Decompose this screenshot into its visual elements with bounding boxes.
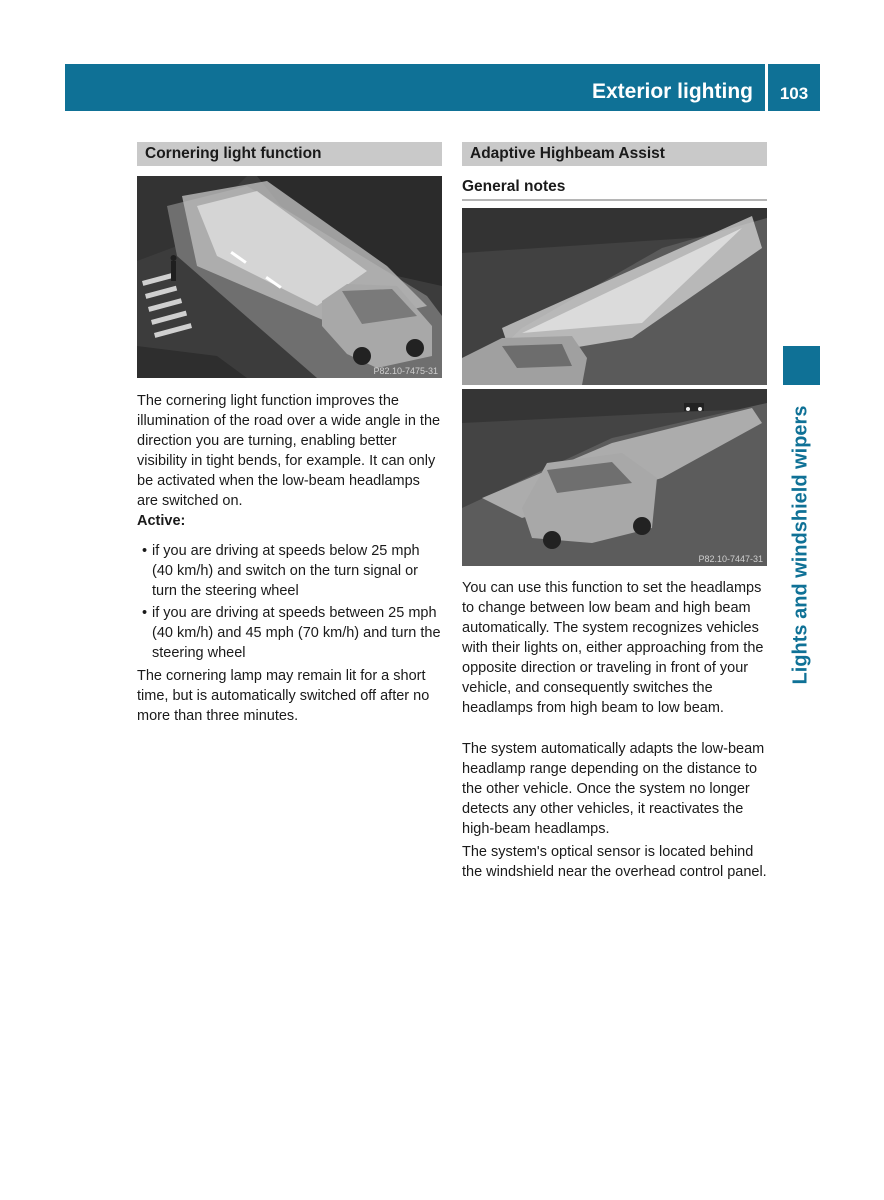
adaptive-highbeam-image [462, 208, 767, 566]
bullet-text: if you are driving at speeds below 25 mph (40 km/h) and switch on the turn signal or turn the steering wheel [152, 543, 420, 599]
highbeam-paragraph-2: The system automatically adapts the low-beam headlamp range depending on the distance to the other vehicle. Once the system no longer detects any other vehicles, it reactivates the high-beam headlamps. [462, 741, 765, 837]
side-tab-marker [783, 346, 820, 385]
page-number-box [768, 64, 820, 111]
highbeam-paragraph-3: The system's optical sensor is located behind the windshield near the overhead control panel. [462, 844, 767, 880]
cornering-light-image [137, 176, 442, 378]
side-tab [783, 395, 820, 695]
divider [462, 199, 767, 201]
header-bar [65, 64, 765, 111]
figure-code: P82.10-7475-31 [373, 366, 438, 376]
cornering-light-heading: Cornering light function [137, 142, 442, 166]
cornering-paragraph-2: The cornering lamp may remain lit for a short time, but is automatically switched off after no more than three minutes. [137, 668, 430, 724]
side-tab-label: Lights and windshield wipers [789, 405, 812, 685]
cornering-light-illustration [137, 176, 442, 378]
adaptive-highbeam-heading: Adaptive Highbeam Assist [462, 142, 767, 166]
list-item: • if you are driving at speeds between 25 mph (40 km/h) and 45 mph (70 km/h) and turn the steering wheel [142, 605, 441, 661]
section-title: Exterior lighting [591, 80, 753, 103]
list-item: • if you are driving at speeds below 25 mph (40 km/h) and switch on the turn signal or turn the steering wheel [142, 543, 420, 599]
adaptive-highbeam-illustration [462, 208, 767, 566]
page-number: 103 [779, 84, 809, 103]
cornering-paragraph-1: The cornering light function improves the illumination of the road over a wide angle in the direction you are turning, enabling better visibility in tight bends, for example. It can only be activated when the low-beam headlamps are switched on. [137, 393, 441, 509]
figure-code: P82.10-7447-31 [698, 554, 763, 564]
highbeam-paragraph-1: You can use this function to set the headlamps to change between low beam and high beam automatically. The system recognizes vehicles with their lights on, either approaching from the opposite direction or traveling in front of your vehicle, and consequently switches the headlamps from high beam to low beam. [462, 580, 764, 716]
bullet-text: if you are driving at speeds between 25 mph (40 km/h) and 45 mph (70 km/h) and turn the steering wheel [152, 605, 441, 661]
general-notes-heading: General notes [462, 178, 566, 195]
active-label: Active: [137, 513, 186, 529]
